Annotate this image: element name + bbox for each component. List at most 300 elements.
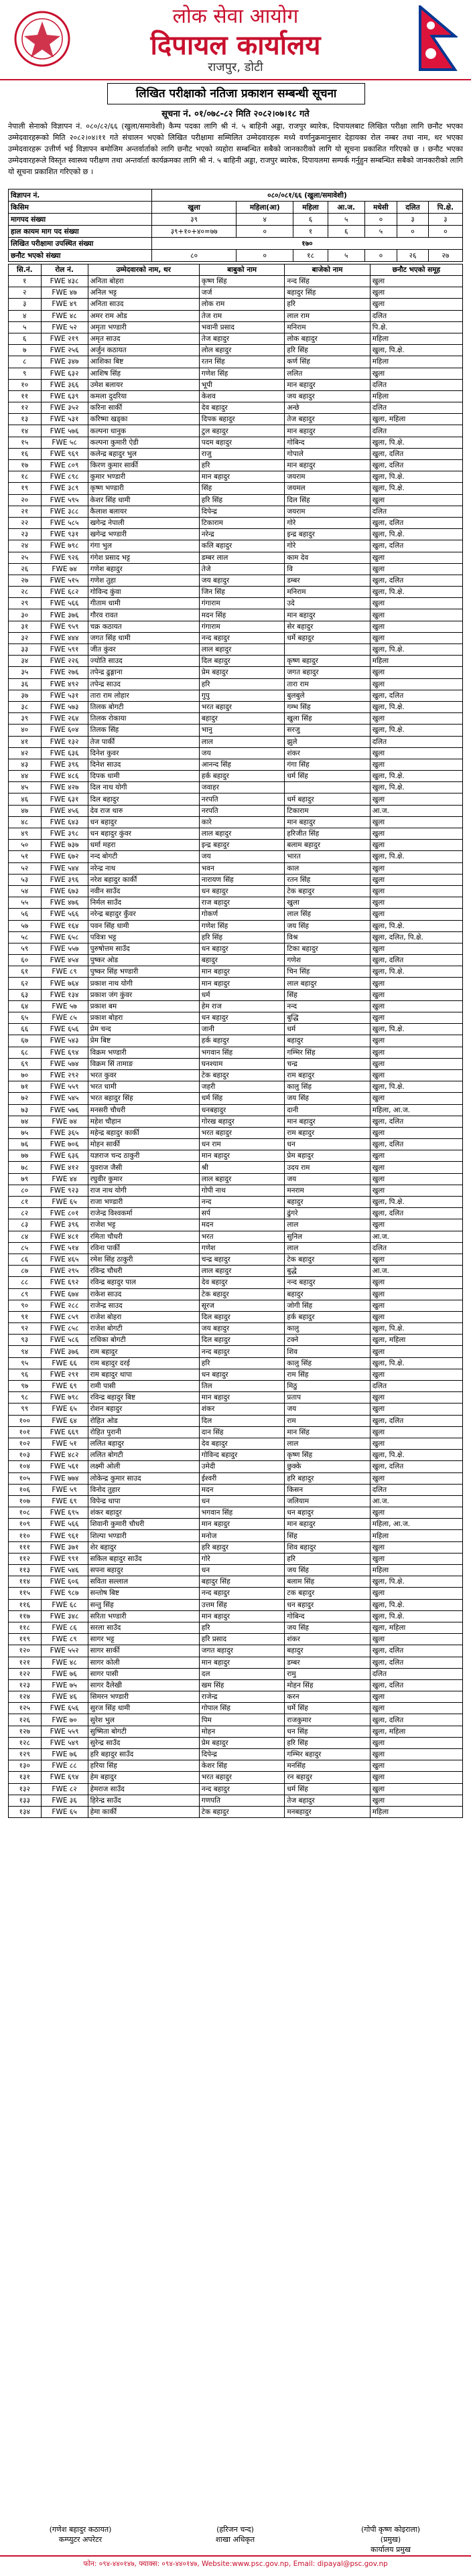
selected-group: खुला [370,828,462,840]
roll-number: FWE ३९६ [41,1219,88,1231]
father-name: प्रेम बहादुर [199,1737,285,1748]
serial-number: ४७ [9,805,42,816]
table-row [9,816,463,828]
candidate-name: अनिल भट्ट [88,287,199,299]
candidate-name: हरि बहादुर साउँद [88,1749,199,1760]
serial-number: १२६ [9,1714,42,1726]
table-row [9,587,463,598]
grandfather-name: मान सिंह [285,1426,370,1438]
serial-number: ४२ [9,747,42,759]
serial-number: ७ [9,345,42,356]
father-name: मान बहादुर [199,966,285,978]
roll-number: FWE ५४६ [41,1565,88,1576]
table-row [9,989,463,1000]
serial-number: ५३ [9,874,42,885]
father-name: धर्म सिंह [199,1093,285,1104]
selected-group: खुला, पि.क्षे. [370,1450,462,1461]
candidate-name: राजेश बोहरा [88,1311,199,1322]
summary-cell: ३ [428,214,462,226]
roll-number: FWE ३९६ [41,874,88,885]
table-row [9,1266,463,1277]
grandfather-name: जय सिंह [285,1565,370,1576]
father-name: तेजे [199,563,285,575]
selected-group: खुला [370,1795,462,1806]
candidate-name: शेर बहादुर [88,1541,199,1553]
table-row [9,1116,463,1127]
father-name: मान बहादुर [199,1657,285,1668]
candidate-name: दिल नाथ योगी [88,782,199,793]
serial-number: ४९ [9,828,42,840]
selected-group: खुला, पि.क्षे. [370,1197,462,1208]
roll-number: FWE ५५७ [41,943,88,954]
header-divider [0,79,471,80]
candidate-name: तेज पार्की [88,736,199,747]
notice-number: सूचना नं. ०१/०७८-८२ मिति २०८२।०७।१८ गते [161,109,310,119]
candidate-name: शिवानी कुमारी चौधरी [88,1519,199,1530]
selected-group: खुला, पि.क्षे. [370,771,462,782]
table-row [9,1162,463,1173]
grandfather-name: जय सिंह [285,920,370,931]
signature-operator: (गणेश बहादुर कठायत) कम्प्युटर अपरेटर [49,2525,112,2544]
serial-number: ९२ [9,1323,42,1335]
table-row [9,862,463,874]
candidate-name: भरत कुवर [88,1069,199,1081]
table-row [9,1588,463,1599]
father-name: मान बहादुर [199,471,285,483]
roll-number: FWE ५९५ [41,494,88,506]
selected-group: खुला [370,1277,462,1288]
grandfather-name: नन्द सिंह [285,276,370,287]
serial-number: ९३ [9,1335,42,1346]
roll-number: FWE ५७६ [41,425,88,437]
grandfather-name: शंकर [285,1634,370,1645]
serial-number: ८४ [9,1231,42,1242]
table-row [9,402,463,414]
father-name: बहादुर [199,955,285,966]
table-row [9,678,463,690]
candidate-name: राम बहादुर [88,1346,199,1357]
grandfather-name: नन्द बहादुर [285,1277,370,1288]
roll-number: FWE ५४५ [41,1093,88,1104]
selected-group: खुला [370,1783,462,1795]
grandfather-name: सेर बहादुर [285,621,370,632]
roll-number: FWE ४६ [41,1691,88,1703]
table-row [9,1749,463,1760]
grandfather-name: तेज बहादुर [285,1795,370,1806]
grandfather-name: किसन [285,1484,370,1495]
summary-column-header: किसिम [9,202,152,214]
selected-group: खुला, पि.क्षे. [370,920,462,931]
selected-group: खुला [370,816,462,828]
selected-group: खुला [370,1392,462,1404]
table-row [9,1219,463,1231]
table-row [9,1599,463,1610]
selected-group: खुला [370,1760,462,1772]
selected-group: खुला [370,1288,462,1300]
table-row [9,540,463,552]
roll-number: FWE २७६ [41,667,88,678]
selected-group: खुला, पि.क्षे. [370,644,462,656]
roll-number: FWE ५३१ [41,414,88,425]
grandfather-name: कृष्ण सिंह [285,1450,370,1461]
grandfather-name: शिव बहादुर [285,1541,370,1553]
grandfather-name: काम देव [285,552,370,563]
table-row [9,460,463,471]
grandfather-name: गम्भिर बहादुर [285,1749,370,1760]
roll-number: FWE ३८८ [41,506,88,517]
selected-group: खुला [370,793,462,805]
roll-number: FWE ९२६ [41,552,88,563]
table-row [9,299,463,310]
roll-number: FWE ५५९ [41,1726,88,1737]
father-name: रतन सिंह [199,356,285,368]
serial-number: ९४ [9,1346,42,1357]
grandfather-name: बुद्धि [285,1012,370,1024]
grandfather-name: मनिराम [285,321,370,333]
table-row [9,1714,463,1726]
table-row [9,851,463,862]
father-name: गणेश [199,1242,285,1254]
grandfather-name: जगत बहादुर [285,667,370,678]
roll-number: FWE ८९ [41,1634,88,1645]
selected-group: खुला, पि.क्षे. [370,529,462,540]
selected-group: आ.ज. [370,1495,462,1507]
table-row [9,644,463,656]
candidate-name: जीत कुंवर [88,644,199,656]
roll-number: FWE ४४ [41,1173,88,1185]
father-name: जय [199,851,285,862]
grandfather-name: मान बहादुर [285,425,370,437]
table-row [9,1231,463,1242]
table-row [9,1634,463,1645]
serial-number: ७७ [9,1150,42,1162]
serial-number: ३० [9,609,42,621]
roll-number: FWE ६३१ [41,793,88,805]
selected-group: खुला [370,989,462,1000]
roll-number: FWE ६९ [41,1495,88,1507]
father-name: जानी [199,1024,285,1035]
candidate-name: गणेश तुहा [88,575,199,586]
table-row [9,1484,463,1495]
serial-number: ५ [9,321,42,333]
table-row [9,805,463,816]
table-row [9,1081,463,1093]
serial-number: २५ [9,552,42,563]
roll-number: FWE २२६ [41,656,88,667]
father-name: धनबहादुर [199,1104,285,1116]
roll-number: FWE ६९४ [41,1047,88,1058]
serial-number: ९० [9,1300,42,1311]
roll-number: FWE ४२७ [41,782,88,793]
candidate-name: दिनेश कुवर [88,747,199,759]
grandfather-name: टक्ने [285,1335,370,1346]
letterhead [0,0,471,80]
intro-paragraph: नेपाली सेनाको विज्ञापन नं. ०८०/८२/६६ (खुला/समावेशी) कैम्प पदका लागि श्री नं. ५ बाहिनी अड्डा, राजपुर ब्यारेक, दिपायलबाट लिखित परीक्षा लागि छनौट भएका उम्मेदवारहरूको मिति २०८२।०४।११ गते संचालन भएको लिखित परीक्षामा सम्मिलित उम्मेदवारहरू मध्ये वर्णानुक्रमानुसार देहायका रोल नम्बर तथा नाम, थर भएका उम्मेदवारहरू उत्तीर्ण भई विज्ञापन बमोजिम अन्तर्वार्ताको लागि छनौट भएको व्यहोरा सम्बन्धित सबैको जानकारीको लागि यो सूचना प्रकाशित गरिएको छ । छनौट भएका उम्मेदवारहरूले विस्तृत स्वास्थ्य परीक्षण तथा अन्तर्वार्ता कार्यक्रमका लागि श्री नं. ५ बाहिनी अड्डा, राजपुर ब्यारेक, दिपायलमा सम्पर्क गर्नुहुन सम्बन्धित सबैको जानकारीको लागि यो सूचना प्रकाशित गरिएको छ । [8,122,463,176]
candidate-name: रविन्द्र चौधरी [88,1266,199,1277]
serial-number: ४० [9,725,42,736]
grandfather-name: बलाम बहादुर [285,840,370,851]
selected-group: खुला, पि.क्षे. [370,1610,462,1622]
grandfather-name: खुला [285,897,370,909]
serial-number: ३२ [9,632,42,643]
selected-group: दलित [370,736,462,747]
father-name: कृष्ण सिंह [199,276,285,287]
candidate-name: तिलक रोकाया [88,713,199,725]
summary-advert-number: ०८०/०८१/६६ (खुला/समावेशी) [151,190,462,202]
grandfather-name: बुलबुले [285,690,370,701]
grandfather-name: हरिजीत सिंह [285,828,370,840]
serial-number: ६१ [9,966,42,978]
candidate-name: रघुवीर कुमार [88,1173,199,1185]
grandfather-name: नन्द [285,1000,370,1012]
candidate-name: तारा राम लोहार [88,690,199,701]
father-name: भरत बहादुर [199,1127,285,1138]
summary-column-header: आ.ज. [328,202,364,214]
selected-group: खुला [370,1426,462,1438]
roll-number: FWE ६५ [41,1404,88,1415]
summary-column-header: पि.क्षे. [428,202,462,214]
father-name: हरि [199,1357,285,1369]
roll-number: FWE २९२ [41,1069,88,1081]
grandfather-name: राम [285,1415,370,1426]
serial-number: १२९ [9,1749,42,1760]
father-name: दिल बहादुर [199,1311,285,1322]
selected-group: महिला [370,390,462,402]
grandfather-name: धन [285,1139,370,1150]
father-name: मनोज [199,1530,285,1541]
roll-number: FWE ८५ [41,1012,88,1024]
grandfather-name: गंगा सिंह [285,759,370,770]
roll-number: FWE ५७४ [41,1058,88,1069]
father-name: मदन [199,1219,285,1231]
table-row [9,1185,463,1196]
candidate-name: रोशन बहादुर [88,1404,199,1415]
candidate-name: गोविन्द कुंवा [88,587,199,598]
serial-number: ३ [9,299,42,310]
grandfather-name: धर्म सिंह [285,771,370,782]
selected-group: महिला [370,1530,462,1541]
selected-group: खुला [370,862,462,874]
grandfather-name: हर्क बहादुर [285,1311,370,1322]
table-row [9,667,463,678]
table-row [9,1323,463,1335]
table-row [9,874,463,885]
office-name: दिपायल कार्यालय [150,30,321,61]
roll-number: FWE ८८ [41,1760,88,1772]
grandfather-name: कालु [285,1323,370,1335]
summary-column-header: खुला [151,202,236,214]
father-name: मदन [199,1484,285,1495]
candidate-name: सपना बहादुर [88,1565,199,1576]
table-row [9,931,463,943]
father-name: टेक बहादुर [199,1806,285,1817]
father-name: टुल बहादुर [199,425,285,437]
father-name: लाल बहादुर [199,1266,285,1277]
candidate-name: राजेन्द्र साउद [88,1300,199,1311]
selected-group: खुला, पि.क्षे. [370,587,462,598]
table-row [9,747,463,759]
table-row [9,656,463,667]
roll-number: FWE ४९२ [41,678,88,690]
father-name: तिल [199,1381,285,1392]
candidate-name: नवीन साउँद [88,885,199,897]
grandfather-name: बहादुर [285,1197,370,1208]
candidate-name: लक्ष्मी ओली [88,1461,199,1472]
candidate-name: सुष्मिता बोगटी [88,1726,199,1737]
selected-group: महिला [370,1806,462,1817]
table-row [9,1795,463,1806]
serial-number: ५८ [9,931,42,943]
table-row [9,1519,463,1530]
grandfather-name: गोरे [285,540,370,552]
selected-group: खुला, दलित [370,575,462,586]
father-name: गुपु [199,690,285,701]
footer-divider [0,2555,471,2557]
father-name: नरपति [199,805,285,816]
grandfather-name: लाल राम [285,310,370,321]
father-name: पदम बहादुर [199,437,285,448]
results-column-header: सि.नं. [9,264,42,276]
father-name: बहादुर [199,713,285,725]
table-row [9,1150,463,1162]
serial-number: ३३ [9,644,42,656]
table-row [9,978,463,989]
roll-number: FWE ८९८ [41,471,88,483]
serial-number: ६५ [9,1012,42,1024]
candidate-name: चक्र कठायत [88,621,199,632]
summary-cell: २६ [397,250,429,262]
candidate-name: राम बहादुर थापा [88,1369,199,1380]
roll-number: FWE ६७४ [41,1288,88,1300]
table-row [9,1000,463,1012]
serial-number: ३६ [9,678,42,690]
grandfather-name: सिंह [285,1530,370,1541]
serial-number: ११७ [9,1610,42,1622]
roll-number: FWE ७६ [41,1749,88,1760]
father-name: शंकर [199,1404,285,1415]
selected-group: खुला, पि.क्षे. [370,1357,462,1369]
summary-cell: ५ [328,250,364,262]
selected-group: खुला [370,943,462,954]
table-row [9,1300,463,1311]
father-name: इन्द्र बहादुर [199,840,285,851]
grandfather-name: लाल बहादुर [285,978,370,989]
grandfather-name: जोगी सिंह [285,1300,370,1311]
candidate-name: सुरेन्द्र साउँद [88,1737,199,1748]
serial-number: ७१ [9,1081,42,1093]
roll-number: FWE ६५८ [41,931,88,943]
roll-number: FWE ९५९ [41,621,88,632]
candidate-name: आशिष सिंह [88,368,199,379]
serial-number: ४८ [9,816,42,828]
table-row [9,1703,463,1714]
summary-cell: ६ [328,226,364,238]
serial-number: २३ [9,529,42,540]
father-name: भरत बहादुर [199,701,285,712]
serial-number: ९५ [9,1357,42,1369]
serial-number: १०३ [9,1450,42,1461]
table-row [9,1772,463,1783]
serial-number: ९८ [9,1392,42,1404]
selected-group: खुला [370,1127,462,1138]
selected-group: दलित [370,425,462,437]
selected-group: खुला [370,1634,462,1645]
candidate-name: सागर दैलेखी [88,1679,199,1691]
candidate-name: नरेश बहादुर कार्की [88,874,199,885]
summary-cell: २७ [428,250,462,262]
roll-number: FWE १३४ [41,989,88,1000]
roll-number: FWE ३७६ [41,609,88,621]
candidate-name: पवन सिंह धामी [88,920,199,931]
grandfather-name [285,782,370,793]
serial-number: १०९ [9,1519,42,1530]
grandfather-name: छुक्के [285,1461,370,1472]
grandfather-name: ललित [285,368,370,379]
roll-number: FWE ९६९ [41,448,88,459]
candidate-name: सागर पासी [88,1668,199,1679]
selected-group: महिला, आ.ज. [370,1104,462,1116]
serial-number: ९९ [9,1404,42,1415]
grandfather-name: हरि [285,299,370,310]
grandfather-name: बहादुर [285,1035,370,1047]
roll-number: FWE ५९१ [41,644,88,656]
selected-group: खुला, दलित [370,540,462,552]
serial-number: १३४ [9,1806,42,1817]
selected-group: खुला [370,1000,462,1012]
roll-number: FWE ३४७ [41,356,88,368]
selected-group: आ.ज. [370,805,462,816]
serial-number: १०२ [9,1438,42,1449]
table-row [9,1277,463,1288]
table-row [9,345,463,356]
serial-number: ११९ [9,1634,42,1645]
selected-group: खुला [370,713,462,725]
table-row [9,1104,463,1116]
serial-number: १८ [9,471,42,483]
grandfather-name: रन बहादुर [285,1772,370,1783]
candidate-name: गौरव रावत [88,609,199,621]
grandfather-name: मान बहादुर [285,1116,370,1127]
grandfather-name: विश्र [285,931,370,943]
grandfather-name: मान बहादुर [285,609,370,621]
table-row [9,1047,463,1058]
serial-number: ६३ [9,989,42,1000]
selected-group: खुला, पि.क्षे. [370,851,462,862]
father-name: भूपी [199,379,285,390]
father-name: धन बहादुर [199,943,285,954]
candidate-name: हेमा कार्की [88,1806,199,1817]
serial-number: ९७ [9,1381,42,1392]
candidate-name: अमर राम ओड [88,310,199,321]
summary-cell: ४ [237,214,293,226]
grandfather-name: भारत [285,851,370,862]
selected-group: दलित [370,402,462,414]
roll-number: FWE ४८ [41,310,88,321]
father-name: राजेन्द्र [199,1691,285,1703]
selected-group: खुला [370,1703,462,1714]
selected-group: खुला [370,494,462,506]
serial-number: १२० [9,1645,42,1657]
serial-number: १३० [9,1760,42,1772]
grandfather-name: लोक बहादुर [285,333,370,344]
selected-group: खुला [370,276,462,287]
table-row [9,1335,463,1346]
table-row [9,1679,463,1691]
father-name: लोक राम [199,299,285,310]
serial-number: ३१ [9,621,42,632]
father-name: दल [199,1668,285,1679]
serial-number: ६६ [9,1024,42,1035]
